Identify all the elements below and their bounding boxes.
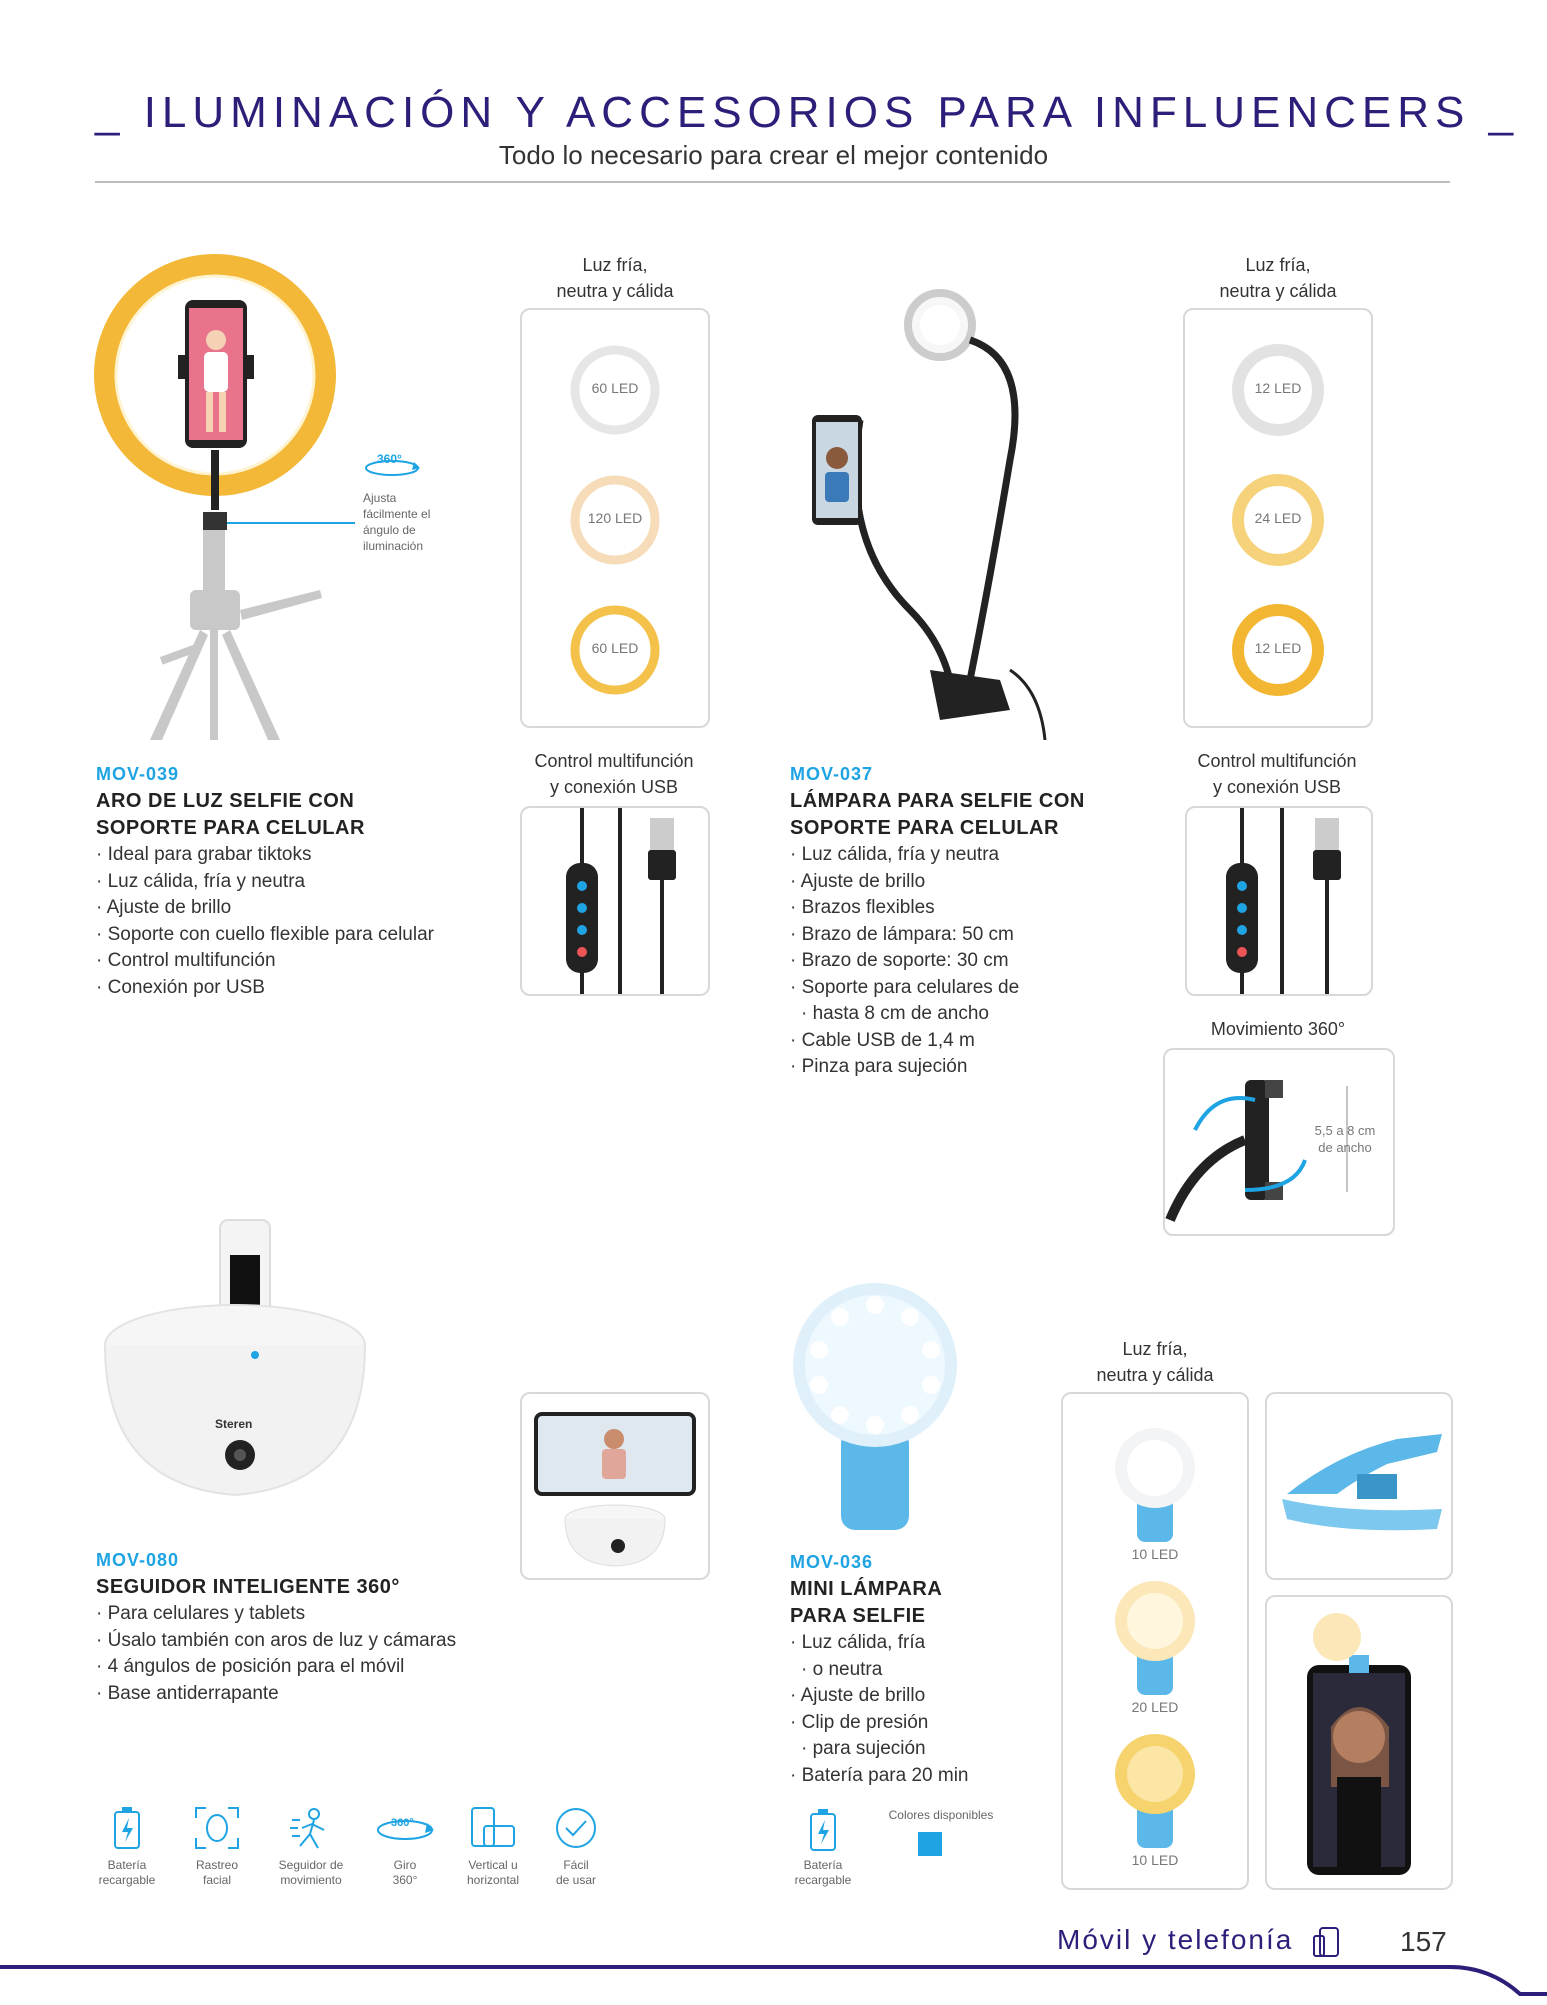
selfie-lamp-image: [800, 280, 1090, 740]
movement-image-box: [1163, 1048, 1395, 1236]
feature-item: · Base antiderrapante: [96, 1681, 536, 1708]
feature-item: · Cable USB de 1,4 m: [790, 1028, 1090, 1055]
feature-item: · Luz cálida, fría y neutra: [96, 869, 516, 896]
header-divider: [95, 181, 1450, 183]
feature-item: · hasta 8 cm de ancho: [790, 1001, 1090, 1028]
colors-label: Colores disponibles: [888, 1808, 994, 1822]
footer-section-title: Móvil y telefonía: [1057, 1924, 1294, 1955]
brand-logo: Steren: [215, 1417, 253, 1431]
icon-label: Rastreo facial: [195, 1858, 239, 1887]
feature-item: · Batería para 20 min: [790, 1763, 1020, 1790]
mini-lamp-image: [785, 1280, 965, 1535]
feature-item: · Luz cálida, fría: [790, 1630, 1020, 1657]
feature-item: · Ideal para grabar tiktoks: [96, 842, 516, 869]
feature-item: · Luz cálida, fría y neutra: [790, 842, 1090, 869]
led-label: 60 LED: [591, 380, 639, 396]
feature-item: · Pinza para sujeción: [790, 1054, 1090, 1081]
clip-image-box: [1265, 1392, 1453, 1580]
led-label: 24 LED: [1254, 510, 1302, 526]
feature-list: [96, 842, 516, 1001]
feature-item: · Ajuste de brillo: [790, 1683, 1020, 1710]
rotate-360-icon: [375, 1812, 435, 1849]
control-image-box: [520, 806, 710, 996]
battery-icon: [808, 1808, 838, 1857]
product-code: MOV-039: [96, 764, 180, 784]
feature-item: · Brazo de lámpara: 50 cm: [790, 922, 1090, 949]
usage-photo-box: [520, 1392, 710, 1580]
led-options-box: [1061, 1392, 1249, 1890]
vertical-horizontal-icon: [470, 1806, 516, 1855]
callout-badge: 360°: [377, 452, 402, 466]
phone-photo-box: [1265, 1595, 1453, 1890]
phone-icon: [1312, 1926, 1342, 1963]
feature-item: · o neutra: [790, 1657, 1020, 1684]
control-image-box: [1185, 806, 1373, 996]
movement-caption: Movimiento 360°: [1210, 1019, 1346, 1039]
ring-light-image: [90, 250, 360, 740]
light-caption: Luz fría, neutra y cálida: [1096, 1339, 1214, 1385]
product-code: MOV-080: [96, 1550, 180, 1570]
page-subtitle: Todo lo necesario para crear el mejor contenido: [498, 140, 1049, 170]
product-code: MOV-036: [790, 1552, 874, 1572]
smart-tracker-image: [95, 1215, 375, 1535]
page-title: _ ILUMINACIÓN Y ACCESORIOS PARA INFLUENCERS _: [95, 88, 1520, 137]
led-label: 120 LED: [587, 510, 643, 526]
product-name: SEGUIDOR INTELIGENTE 360°: [96, 1576, 400, 1598]
feature-item: · 4 ángulos de posición para el móvil: [96, 1654, 536, 1681]
feature-item: · Brazos flexibles: [790, 895, 1090, 922]
feature-item: · Ajuste de brillo: [790, 869, 1090, 896]
svg-text:360°: 360°: [391, 1817, 414, 1829]
footer-bar: [0, 1964, 1547, 2000]
icon-label: Vertical u horizontal: [466, 1858, 520, 1887]
product-name: MINI LÁMPARA PARA SELFIE: [790, 1578, 943, 1627]
feature-item: · para sujeción: [790, 1736, 1020, 1763]
motion-tracking-icon: [288, 1806, 334, 1855]
product-name: LÁMPARA PARA SELFIE CON SOPORTE PARA CELULAR: [790, 790, 1085, 839]
feature-item: · Conexión por USB: [96, 975, 516, 1002]
feature-list: [790, 1630, 1020, 1789]
product-name: ARO DE LUZ SELFIE CON SOPORTE PARA CELULAR: [96, 790, 365, 839]
face-tracking-icon: [194, 1806, 240, 1855]
feature-item: · Para celulares y tablets: [96, 1601, 536, 1628]
led-label: 10 LED: [1131, 1852, 1179, 1868]
feature-list: [96, 1601, 536, 1707]
battery-icon: [112, 1806, 142, 1855]
led-options-box: [1183, 308, 1373, 728]
feature-item: · Clip de presión: [790, 1710, 1020, 1737]
page-number: 157: [1400, 1926, 1447, 1957]
feature-item: · Soporte para celulares de: [790, 975, 1090, 1002]
feature-item: · Soporte con cuello flexible para celular: [96, 922, 516, 949]
feature-item: · Ajuste de brillo: [96, 895, 516, 922]
icon-label: Batería recargable: [794, 1858, 852, 1887]
led-label: 20 LED: [1131, 1699, 1179, 1715]
led-label: 60 LED: [591, 640, 639, 656]
icon-label: Batería recargable: [98, 1858, 156, 1887]
feature-list: [790, 842, 1090, 1081]
led-label: 12 LED: [1254, 640, 1302, 656]
icon-label: Giro 360°: [392, 1858, 418, 1887]
check-circle-icon: [554, 1806, 598, 1855]
feature-item: · Brazo de soporte: 30 cm: [790, 948, 1090, 975]
control-caption: Control multifunción y conexión USB: [534, 751, 694, 797]
led-label: 10 LED: [1131, 1546, 1179, 1562]
light-caption: Luz fría, neutra y cálida: [1219, 255, 1337, 301]
light-caption: Luz fría, neutra y cálida: [556, 255, 674, 301]
width-note: 5,5 a 8 cm de ancho: [1314, 1123, 1376, 1155]
icon-label: Seguidor de movimiento: [278, 1858, 344, 1887]
callout-text: Ajusta fácilmente el ángulo de iluminación: [363, 491, 431, 553]
icon-label: Fácil de usar: [555, 1858, 597, 1887]
product-code: MOV-037: [790, 764, 874, 784]
color-swatch: [918, 1832, 942, 1856]
feature-item: · Control multifunción: [96, 948, 516, 975]
feature-item: · Úsalo también con aros de luz y cámaras: [96, 1628, 536, 1655]
led-label: 12 LED: [1254, 380, 1302, 396]
led-options-box: [520, 308, 710, 728]
control-caption: Control multifunción y conexión USB: [1197, 751, 1357, 797]
